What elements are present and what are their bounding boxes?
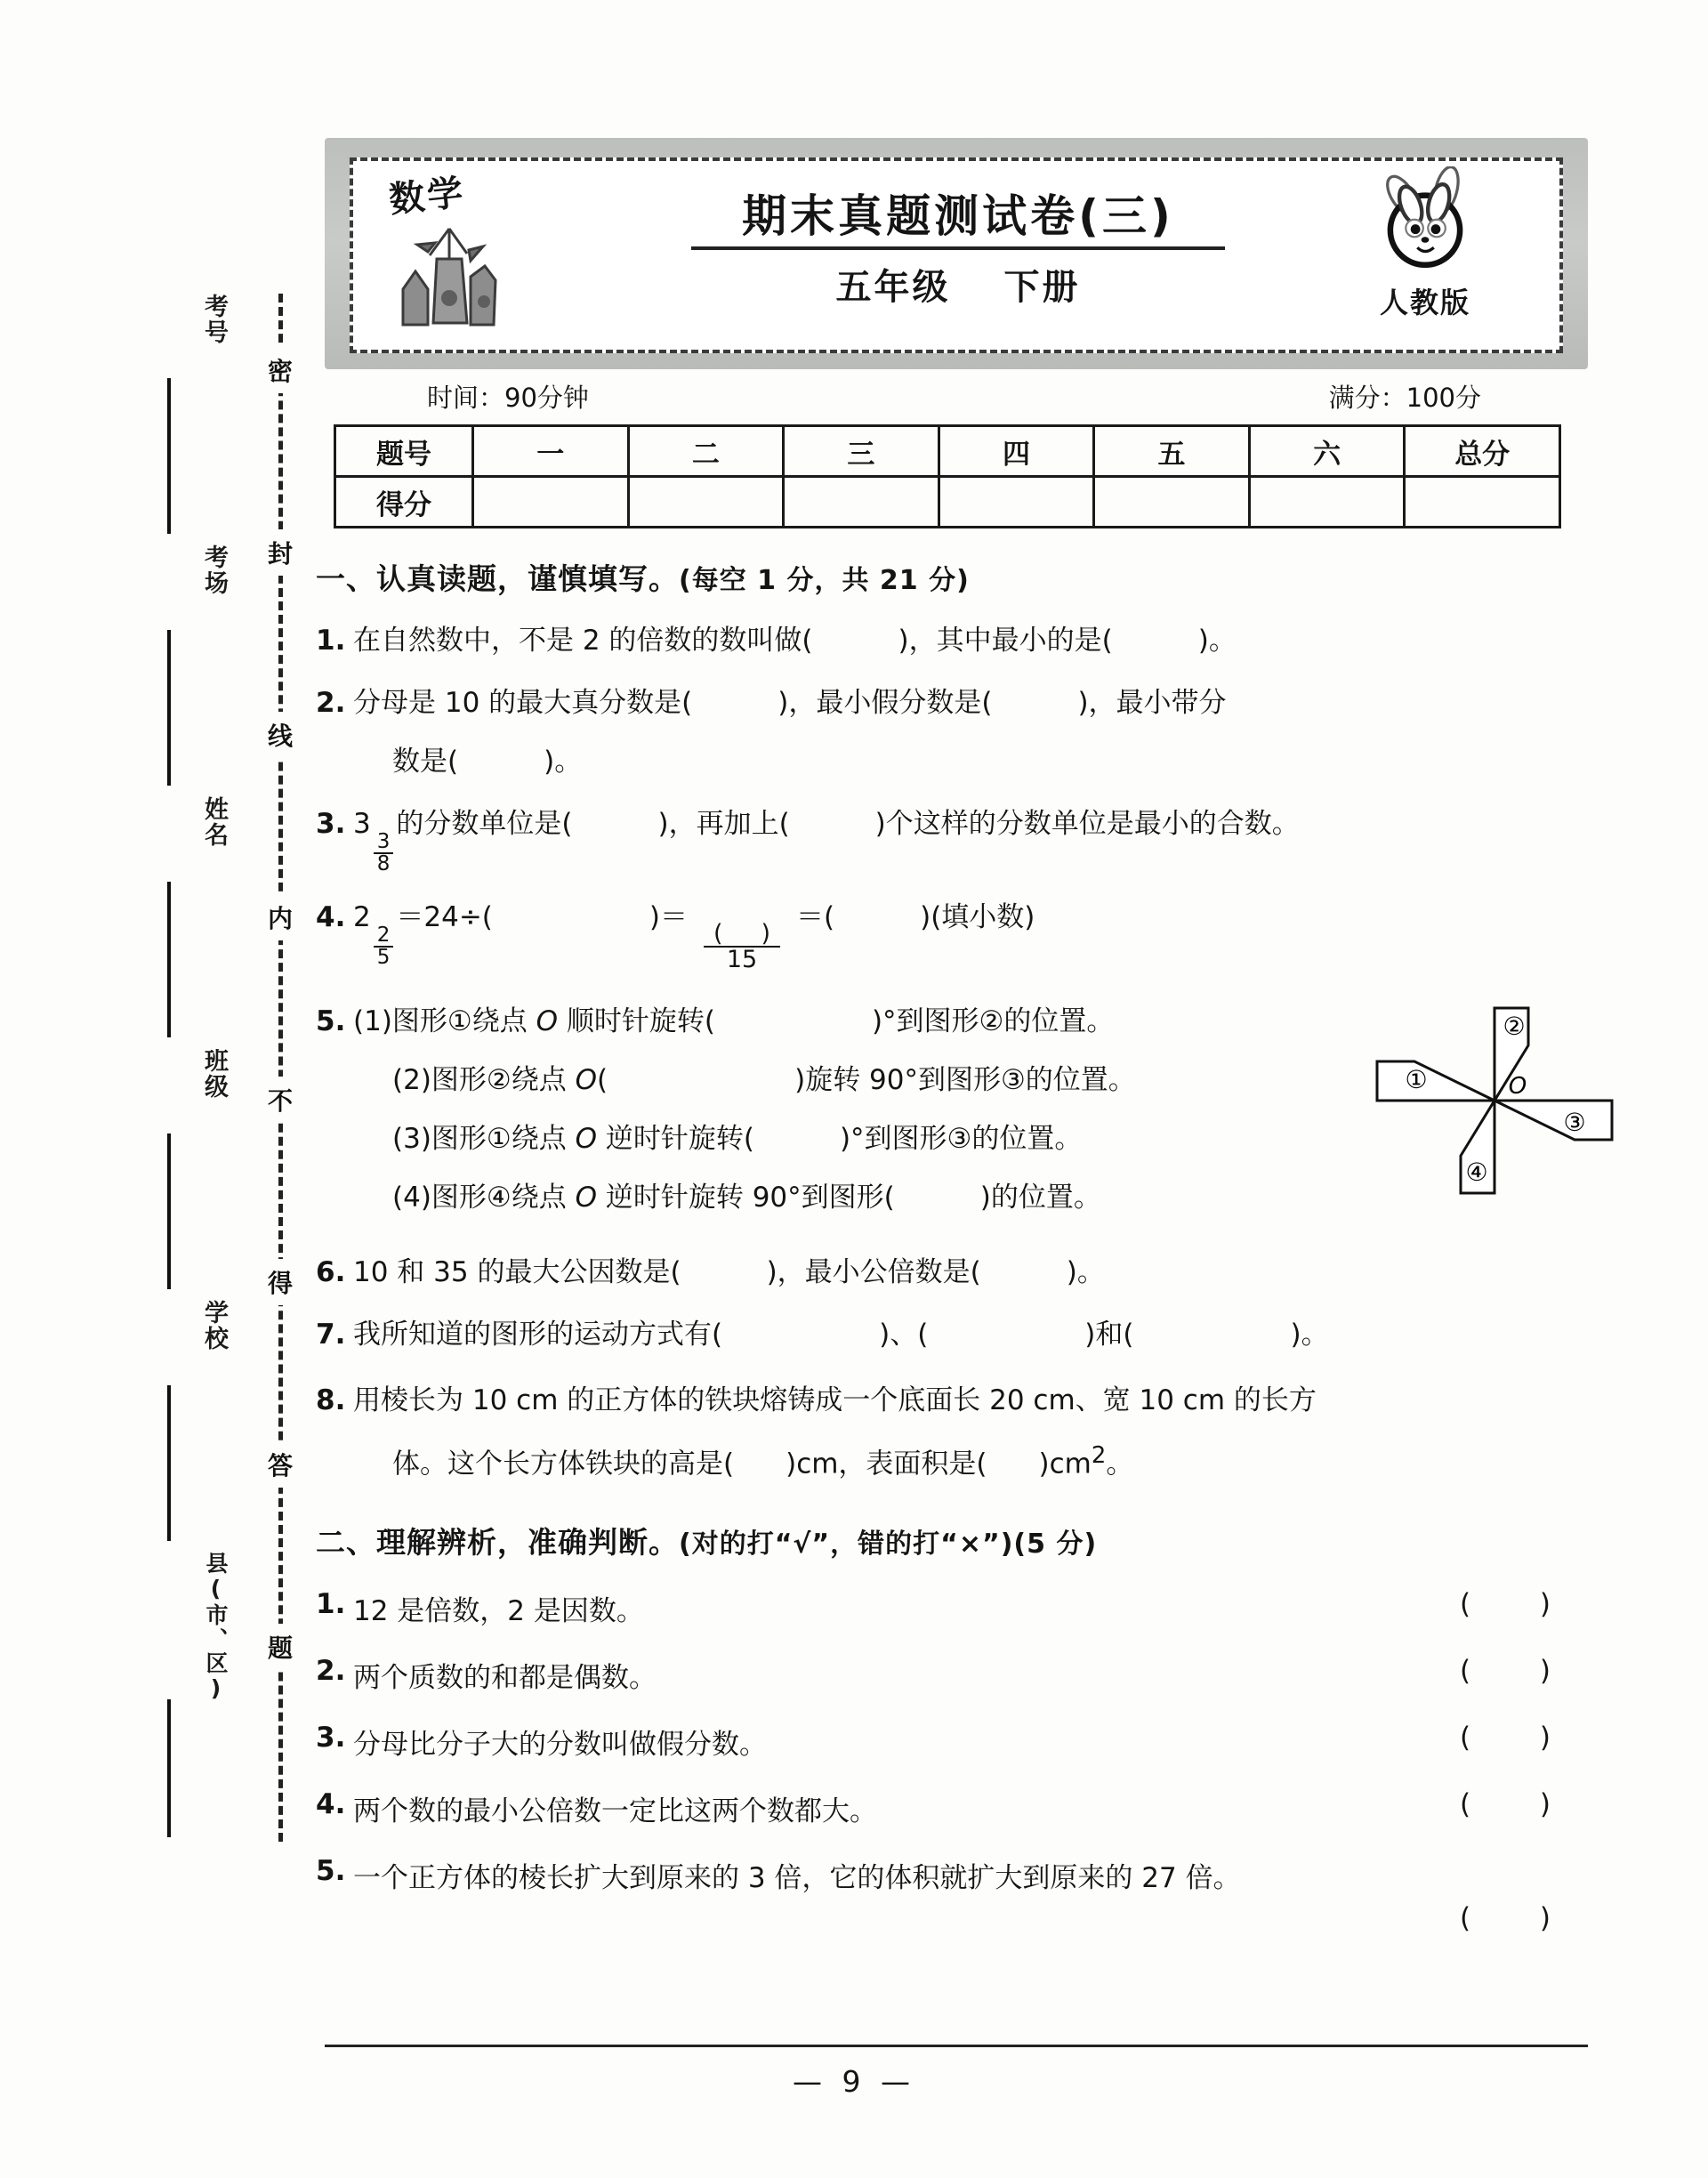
question-5-sub-2-b: ( [596,1064,608,1097]
question-5-sub-2-label: (2) [392,1064,431,1097]
table-row-scores [335,477,1560,528]
pinwheel-label-3: ③ [1563,1108,1586,1137]
unit-exponent: 2 [1091,1442,1107,1470]
question-2-text-b: )，最小假分数是( [777,687,993,720]
score-cell-6[interactable] [1249,477,1405,528]
truefalse-item-3 [316,1722,1606,1762]
volume-label: 下册 [1003,267,1081,308]
question-1 [316,621,1606,660]
truefalse-4-text: 两个数的最小公倍数一定比这两个数都大。 [353,1795,877,1827]
question-8-text-c: )cm [1038,1448,1092,1480]
seal-char-xian: 线 [249,712,311,758]
truefalse-3-answer-blank[interactable]: ( ) [1459,1721,1581,1754]
footer-divider [325,2045,1588,2047]
question-7-text-c: )和( [1084,1319,1134,1351]
margin-field-banji: 班级 [200,1048,228,1100]
question-1-text-a: 在自然数中，不是 2 的倍数的数叫做( [353,625,813,657]
fraction-denominator: 15 [704,946,780,972]
seal-char-ti: 题 [249,1624,311,1670]
time-limit-label: 时间：90分钟 [427,383,589,413]
truefalse-1-text: 12 是倍数，2 是因数。 [353,1594,644,1627]
truefalse-3-number: 3. [316,1721,346,1754]
section-1-title: 一、认真读题，谨慎填写。 [316,561,679,596]
score-col-2: 二 [628,426,784,477]
score-cell-5[interactable] [1094,477,1250,528]
question-8-text-a: 体。这个长方体铁块的高是( [392,1448,735,1480]
full-marks-label: 满分：100分 [1328,383,1481,413]
seal-dashed-rule [278,294,283,1842]
question-8 [316,1381,1606,1483]
question-5-sub-3-b: 逆时针旋转( [596,1123,754,1156]
seal-char-de: 得 [249,1259,311,1305]
pinwheel-rotation-figure [1361,983,1628,1219]
subject-logo-label: 数学 [387,172,468,222]
truefalse-item-4 [316,1788,1606,1828]
pinwheel-blade-1 [1377,1061,1494,1101]
rabbit-mascot-icon [1366,166,1484,278]
seal-char-feng: 封 [249,529,311,576]
seal-line [249,294,311,1842]
question-8-text-d: 。 [1106,1448,1134,1480]
truefalse-2-text: 两个质数的和都是偶数。 [353,1661,657,1694]
title-divider [691,246,1225,250]
question-5-sub-3-label: (3) [392,1123,431,1156]
score-col-4: 四 [939,426,1094,477]
point-o-label: O [575,1064,597,1097]
question-7-text-a: 我所知道的图形的运动方式有( [353,1319,723,1351]
question-1-number: 1. [316,625,346,657]
score-col-6: 六 [1249,426,1405,477]
question-4-eq-d: )(填小数) [920,901,1035,934]
question-6-text-b: )，最小公倍数是( [766,1256,981,1289]
fraction-denominator: 5 [374,946,394,968]
page-title: 期末真题测试卷(三) [742,190,1174,242]
truefalse-2-answer-blank[interactable]: ( ) [1459,1654,1581,1687]
question-5-sub-3-c: )°到图形③的位置。 [839,1123,1083,1156]
question-2-text-c: )，最小带分 [1077,687,1227,720]
grade-label: 五年级 [835,267,951,308]
truefalse-2-number: 2. [316,1654,346,1687]
question-8-text-b: )cm，表面积是( [786,1448,987,1480]
question-5-sub-1-c: )°到图形②的位置。 [871,1005,1115,1038]
section-2-title: 二、理解辨析，准确判断。 [316,1524,679,1560]
score-table [334,424,1561,528]
question-1-text-b: )，其中最小的是( [898,625,1113,657]
question-5-sub-1-label: (1) [353,1005,392,1038]
question-3-whole-number: 3 [353,808,371,841]
question-2-text-e: )。 [544,746,583,778]
question-3-text-a: 的分数单位是( [396,808,573,841]
question-4-eq-c: ＝( [795,901,835,934]
truefalse-item-1 [316,1588,1606,1628]
score-col-5: 五 [1094,426,1250,477]
truefalse-3-text: 分母比分子大的分数叫做假分数。 [353,1728,767,1761]
question-3-text-c: )个这样的分数单位是最小的合数。 [874,808,1300,841]
question-8-line2 [353,1440,1606,1483]
margin-field-xuexiao: 学校 [200,1300,228,1351]
fraction-numerator: 3 [376,830,391,854]
fraction-numerator-blank[interactable]: ( ) [713,920,770,948]
grade-row [647,259,1269,310]
section-1-note: (每空 1 分，共 21 分) [679,565,970,596]
pinwheel-label-4: ④ [1465,1158,1488,1187]
pinwheel-label-1: ① [1405,1065,1428,1094]
truefalse-5-number: 5. [316,1854,346,1887]
truefalse-5-answer-blank[interactable]: ( ) [1459,1901,1581,1934]
question-5-sub-1-a: 图形①绕点 [391,1005,536,1038]
fraction-blank-over-15 [690,922,794,972]
edition-label: 人教版 [1379,286,1470,319]
seal-char-bu: 不 [249,1077,311,1123]
question-8-number: 8. [316,1384,346,1417]
question-3-text-b: )，再加上( [657,808,790,841]
score-col-1: 一 [473,426,629,477]
question-4-eq-b: )＝ [649,901,688,934]
question-2-text-d: 数是( [392,746,459,778]
exam-header-banner [325,138,1588,369]
row-label-question-no: 题号 [335,426,473,477]
question-8-line1: 用棱长为 10 cm 的正方体的铁块熔铸成一个底面长 20 cm、宽 10 cm 的长方 [353,1384,1317,1417]
question-7-text-b: )、( [879,1319,929,1351]
question-5-sub-4-b: 逆时针旋转 90°到图形( [596,1182,895,1214]
question-1-text-c: )。 [1197,625,1237,657]
section-heading-2 [316,1520,1606,1561]
row-label-score: 得分 [335,477,473,528]
question-6 [316,1253,1606,1292]
margin-fill-line [167,1133,171,1289]
question-2-line2 [353,742,1606,781]
edition-badge [1332,166,1519,321]
question-6-text-c: )。 [1066,1256,1105,1289]
score-cell-2[interactable] [628,477,784,528]
margin-fill-line [167,882,171,1037]
question-5-sub-4-c: )的位置。 [979,1182,1101,1214]
margin-fill-line [167,1699,171,1837]
pinwheel-center-label: O [1508,1073,1527,1100]
table-row-question-numbers [335,426,1560,477]
margin-field-xingming: 姓名 [200,796,228,848]
truefalse-item-5 [316,1855,1606,1895]
exam-meta-row [325,378,1588,414]
question-3 [316,804,1606,875]
section-2-note: (对的打“√”，错的打“×”)(5 分) [679,1528,1098,1560]
question-5-sub-4-label: (4) [392,1182,431,1214]
question-7-number: 7. [316,1319,346,1351]
question-7-text-d: )。 [1290,1319,1329,1351]
question-3-number: 3. [316,808,346,841]
question-4-number: 4. [316,901,346,934]
truefalse-5-text: 一个正方体的棱长扩大到原来的 3 倍，它的体积就扩大到原来的 27 倍。 [353,1861,1241,1894]
margin-fill-line [167,1385,171,1541]
score-cell-total[interactable] [1405,477,1560,528]
seal-char-nei: 内 [249,894,311,940]
score-cell-3[interactable] [784,477,939,528]
margin-field-xian: 县(市、区) [203,1552,229,1703]
question-4-whole-number: 2 [353,901,371,934]
fraction-denominator: 8 [374,852,394,875]
banner-inner-frame [350,157,1563,353]
question-2-number: 2. [316,687,346,720]
question-5-sub-2-a: 图形②绕点 [431,1064,576,1097]
page-number: — 9 — [793,2064,915,2099]
question-6-text-a: 10 和 35 的最大公因数是( [353,1256,681,1289]
point-o-label: O [536,1005,558,1038]
margin-field-kaohao: 考号 [200,294,228,345]
point-o-label: O [575,1182,597,1214]
question-5-sub-1-b: 顺时针旋转( [557,1005,715,1038]
margin-fill-line [167,378,171,534]
margin-field-column [107,294,231,1842]
score-cell-1[interactable] [473,477,629,528]
question-5-sub-3-a: 图形①绕点 [431,1123,576,1156]
question-5-sub-4-a: 图形④绕点 [431,1182,576,1214]
score-cell-4[interactable] [939,477,1094,528]
section-heading-1 [316,556,1606,598]
truefalse-1-number: 1. [316,1587,346,1620]
truefalse-4-number: 4. [316,1787,346,1820]
question-2-text-a: 分母是 10 的最大真分数是( [353,687,693,720]
score-col-3: 三 [784,426,939,477]
question-5-sub-2-c: )旋转 90°到图形③的位置。 [794,1064,1136,1097]
fraction-3-8 [374,832,394,875]
seal-char-mi: 密 [249,347,311,393]
question-2 [316,683,1606,781]
truefalse-4-answer-blank[interactable]: ( ) [1459,1787,1581,1820]
score-col-total: 总分 [1405,426,1560,477]
question-4 [316,898,1606,972]
question-5-number: 5. [316,1005,346,1038]
windmill-illustration [385,213,519,333]
margin-field-kaochang: 考场 [200,544,228,596]
question-4-eq-a: ＝24÷( [396,901,493,934]
truefalse-1-answer-blank[interactable]: ( ) [1459,1587,1581,1620]
fraction-2-5 [374,925,394,968]
pinwheel-label-2: ② [1503,1012,1526,1041]
seal-char-da: 答 [249,1441,311,1488]
point-o-label: O [575,1123,597,1156]
question-7 [316,1315,1606,1354]
pinwheel-blade-3 [1494,1101,1612,1140]
margin-fill-line [167,630,171,786]
exam-body [316,556,1606,1934]
fraction-numerator: 2 [376,924,391,948]
question-6-number: 6. [316,1256,346,1289]
truefalse-item-2 [316,1655,1606,1695]
